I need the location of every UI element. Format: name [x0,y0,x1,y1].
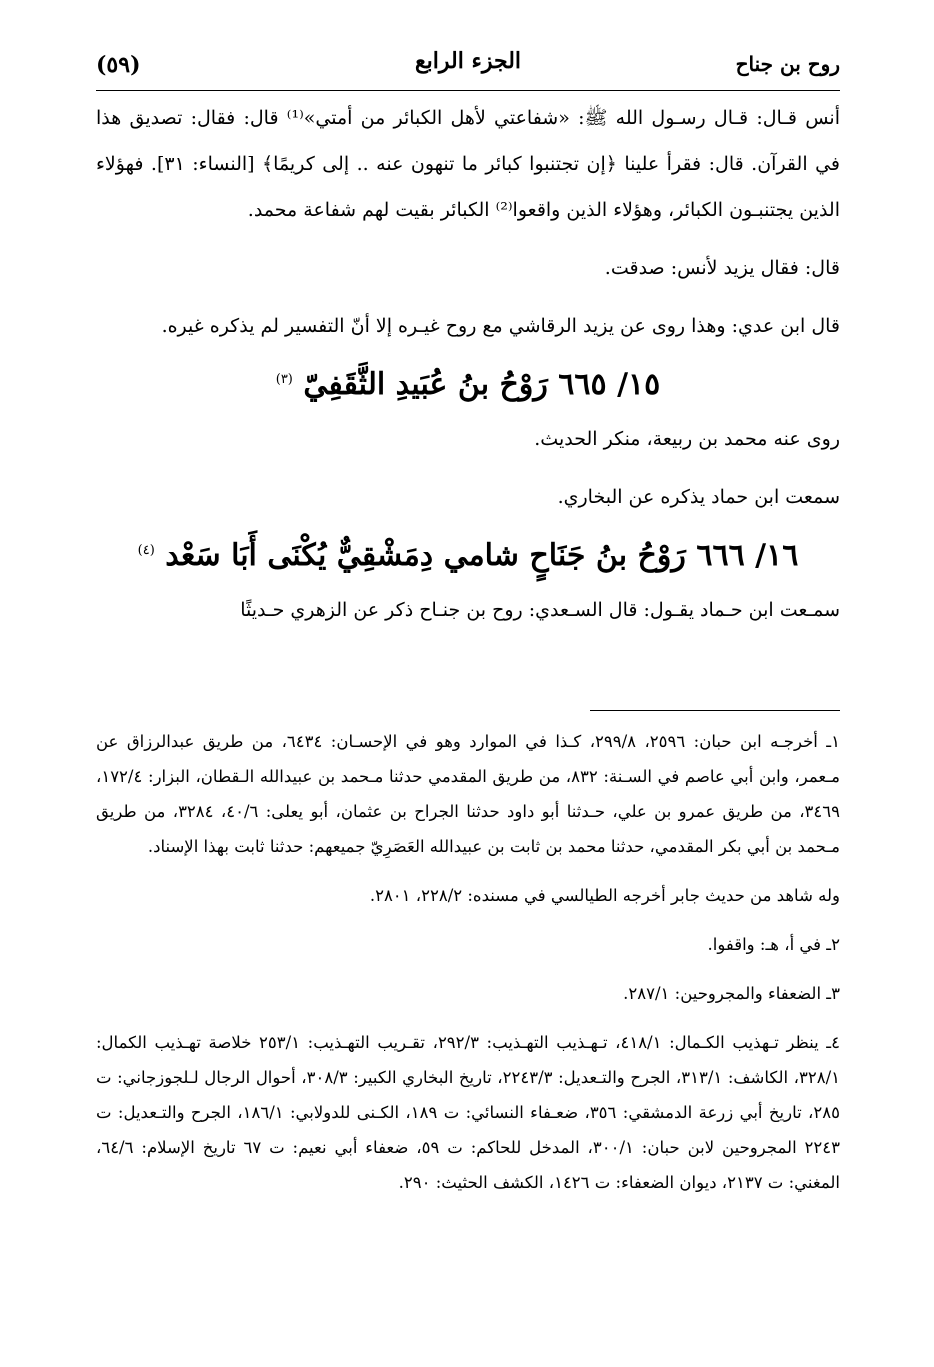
footnote-4: ٤ـ ينظر تـهذيب الكـمال: ٤١٨/١، تـهـذيب التهـذيب: ٢٩٢/٣، تقـريب التهـذيب: ٢٥٣/١ خلاصة تهـذيب الكمال: ٣٢٨/١، الكاشف: ٣١٣/١، الجرح والتـعديل: ٢٢٤٣/٣، تاريخ البخاري الكبير: ٣٠٨/٣، أحوال الرجال لـلجوزجاني: ت ٢٨٥، تاريخ أبي زرعة الدمشقي: ٣٥٦، ضعـفاء النسائي: ت ١٨٩، الكـنى للدولابي: ١٨٦/١، الجرح والتـعديل: ت ٢٢٤٣ المجروحين لابن حبان: ٣٠٠/١، المدخل للحاكم: ت ٥٩، ضعفاء أبي نعيم: ت ٦٧ تاريخ الإسلام: ٦٤/٦، المغني: ت ٢١٣٧، ديوان الضعفاء: ت ١٤٢٦، الكشف الحثيث: ٢٩٠. [96,1033,841,1192]
paragraph-hadith: أنس قـال: قـال رسـول الله ﷺ: «شفاعتي لأهل الكبائر من أمتي»⁽¹⁾ قال: فقال: تصديق هذا في القرآن. قال: فقرأ علينا ﴿إن تجتنبوا كبائر ما تنهون عنه .. إلى كريمًا﴾ [النساء: ٣١]. فهؤلاء الذين يجتنبـون الكبائر، وهؤلاء الذين واقعوا⁽²⁾ الكبائر بقيت لهم شفاعة محمد. [96,107,841,221]
volume-title: الجزء الرابع [414,48,522,74]
entry-heading-666 [96,526,840,581]
paragraph-narrator: روى عنه محمد بن ربيعة، منكر الحديث. [534,428,840,450]
footnotes [96,724,840,1200]
page-number: (٥٩) [96,52,141,78]
paragraph-saadi: سمـعت ابن حـماد يقـول: قال السـعدي: روح بن جنـاح ذكر عن الزهري حـديثًا [240,599,840,621]
footnote-2: ٢ـ في أ، هـ: واقفوا. [707,935,840,954]
entry-title: ١٥/ ٦٦٥ رَوْحُ بنُ عُبَيدِ الثَّقَفِيّ [303,367,661,402]
paragraph-yazid: قال: فقال يزيد لأنس: صدقت. [604,257,840,279]
footnote-ref: (٤) [137,543,155,558]
footnote-3: ٣ـ الضعفاء والمجروحين: ٢٨٧/١. [623,984,840,1003]
main-text [96,95,840,633]
paragraph-ibn-adi: قال ابن عدي: وهذا روى عن يزيد الرقاشي مع روح غيـره إلا أنّ التفسير لم يذكره غيره. [161,315,840,337]
footnote-1-extra: وله شاهد من حديث جابر أخرجه الطيالسي في مسنده: ٢٢٨/٢، ٢٨٠١. [369,886,840,905]
footnote-1: ١ـ أخرجـه ابن حبان: ٢٥٩٦، ٢٩٩/٨، كـذا في الموارد وهو في الإحسـان: ٦٤٣٤، من طريق عبدالرزاق عن مـعمر، وابن أبي عاصم في السـنة: ٨٣٢، من طريق المقدمي حدثنا مـحمد بن عبيدالله الـقطان، البزار: ١٧٢/٤، ٣٤٦٩، من طريق عمرو بن علي، حـدثنا أبو داود حدثنا الجراح بن عثمان، أبو يعلى: ٤٠/٦، ٣٢٨٤، من طريق مـحمد بن أبي بكر المقدمي، حدثنا محمد بن ثابت بن عبيدالله العَصَرِيّ جميعهم: حدثنا ثابت بهذا الإسناد. [96,732,840,856]
footnote-ref: (٣) [275,372,293,387]
paragraph-bukhari: سمعت ابن حماد يذكره عن البخاري. [557,486,840,508]
page-header [96,46,840,86]
footnote-divider [590,710,840,711]
entry-title: ١٦/ ٦٦٦ رَوْحُ بنُ جَنَاحٍ شامي دِمَشْقِيٌّ يُكْنَى أَبَا سَعْد [165,538,799,573]
entry-heading-665 [96,355,840,410]
header-divider [96,90,840,91]
running-title: روح بن جناح [735,52,840,76]
